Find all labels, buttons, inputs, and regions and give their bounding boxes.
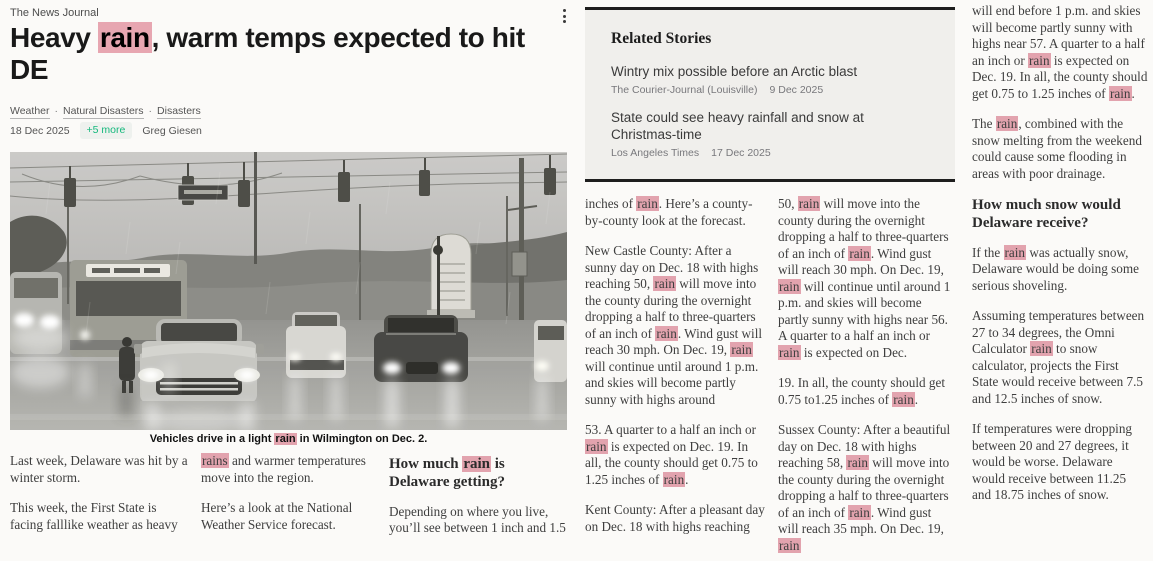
paragraph: If temperatures were dropping between 20 and 27 degrees, it would be worse. Delaware would receive between 11.25 and 18.75 inches of snow.	[972, 421, 1133, 503]
related-stories-box	[585, 7, 955, 182]
tag-list	[10, 105, 201, 117]
tag-separator: ·	[54, 105, 58, 117]
related-story-title[interactable]: Wintry mix possible before an Arctic blast	[611, 64, 858, 79]
paragraph: Here’s a look at the National Weather Service forecast.	[201, 500, 353, 532]
publish-date: 18 Dec 2025	[10, 124, 70, 137]
story-date: 17 Dec 2025	[711, 146, 771, 159]
right-column	[972, 3, 1148, 518]
article-meta	[10, 122, 202, 139]
story-source: Los Angeles Times	[611, 146, 700, 159]
paragraph: Sussex County: After a beautiful day on Dec. 18 with highs reaching 58, rain will move into the county during the overnight dropping a half to three-quarters of an inch of rain. Wind gust will reach 35 mph. On Dec. 19, rain	[778, 422, 951, 553]
paragraph: This week, the First State is facing falllike weather as heavy	[10, 500, 178, 532]
kebab-dot	[563, 20, 566, 23]
kebab-dot	[563, 9, 566, 12]
article-photo	[10, 152, 567, 448]
paragraph: rains and warmer temperatures move into the region.	[201, 453, 366, 485]
section-heading-rain: How much rain is Delaware getting?	[389, 456, 505, 491]
paragraph: 19. In all, the county should get 0.75 to1.25 inches of rain.	[778, 375, 946, 407]
related-story[interactable]	[611, 63, 929, 96]
story-source: The Courier-Journal (Louisville)	[611, 83, 758, 96]
intro-column-1	[10, 453, 190, 551]
forecast-columns	[585, 196, 955, 561]
paragraph: Kent County: After a pleasant day on Dec. 18 with highs reaching	[585, 502, 765, 534]
related-stories-title: Related Stories	[611, 30, 712, 47]
paragraph: Last week, Delaware was hit by a winter storm.	[10, 453, 188, 485]
paragraph: New Castle County: After a sunny day on Dec. 18 with highs reaching 50, rain will move into the county during the overnight dropping a half to three-quarters of an inch of rain. Wind gust will reach 30 mph. On Dec. 19, rain will continue until around 1 p.m. and skies will become partly sunny with highs around	[585, 243, 763, 407]
photo-caption: Vehicles drive in a light rain in Wilmington on Dec. 2.	[149, 433, 428, 445]
related-story-meta	[611, 147, 929, 159]
article-headline: Heavy rain, warm temps expected to hit DE	[10, 22, 525, 86]
intro-column-2	[201, 453, 378, 551]
tag-separator: ·	[148, 105, 153, 117]
photo-image	[10, 152, 567, 430]
article-intro-columns	[10, 453, 567, 551]
related-story-title[interactable]: State could see heavy rainfall and snow at Christmas-time	[611, 109, 864, 143]
author-name[interactable]: Greg Giesen	[142, 124, 202, 137]
middle-section	[585, 0, 955, 561]
related-story[interactable]	[611, 109, 929, 159]
paragraph: If the rain was actually snow, Delaware would be doing some serious shoveling.	[972, 244, 1139, 293]
more-tags-badge[interactable]: +5 more	[80, 122, 133, 139]
forecast-column-2	[778, 196, 955, 561]
paragraph: The rain, combined with the snow melting from the weekend could cause some flooding in areas with poor drainage.	[972, 116, 1142, 181]
paragraph: will end before 1 p.m. and skies will become partly sunny with highs near 57. A quarter to a half an inch or rain is expected on Dec. 19. In all, the county should get 0.75 to 1.25 inches of rain.	[972, 3, 1148, 101]
kebab-menu-icon[interactable]	[555, 6, 573, 26]
related-story-meta	[611, 84, 929, 96]
intro-column-3	[389, 453, 567, 551]
story-date: 9 Dec 2025	[769, 83, 824, 96]
paragraph: Depending on where you live, you’ll see between 1 inch and 1.5	[389, 503, 566, 536]
kebab-dot	[563, 15, 566, 18]
paragraph: inches of rain. Here’s a county-by-county look at the forecast.	[585, 196, 753, 228]
tag-weather[interactable]: Weather	[10, 105, 50, 117]
tag-disasters[interactable]: Disasters	[157, 105, 201, 117]
forecast-column-1	[585, 196, 765, 561]
paragraph: Assuming temperatures between 27 to 34 degrees, the Omni Calculator rain to snow calculator, projects the First State would receive between 7.5 and 12.5 inches of snow.	[972, 308, 1145, 406]
section-heading-snow: How much snow would Delaware receive?	[972, 197, 1121, 232]
article-section	[10, 0, 567, 561]
paragraph: 53. A quarter to a half an inch or rain is expected on Dec. 19. In all, the county should get 0.75 to 1.25 inches of rain.	[585, 422, 758, 487]
publication-name: The News Journal	[10, 7, 99, 19]
paragraph: 50, rain will move into the county during the overnight dropping a half to three-quarters of an inch of rain. Wind gust will reach 30 mph. On Dec. 19, rain will continue until around 1 p.m. and skies will become partly sunny with highs near 56. A quarter to a half an inch or rain is expected on Dec.	[778, 196, 951, 360]
tag-natural-disasters[interactable]: Natural Disasters	[63, 105, 144, 117]
